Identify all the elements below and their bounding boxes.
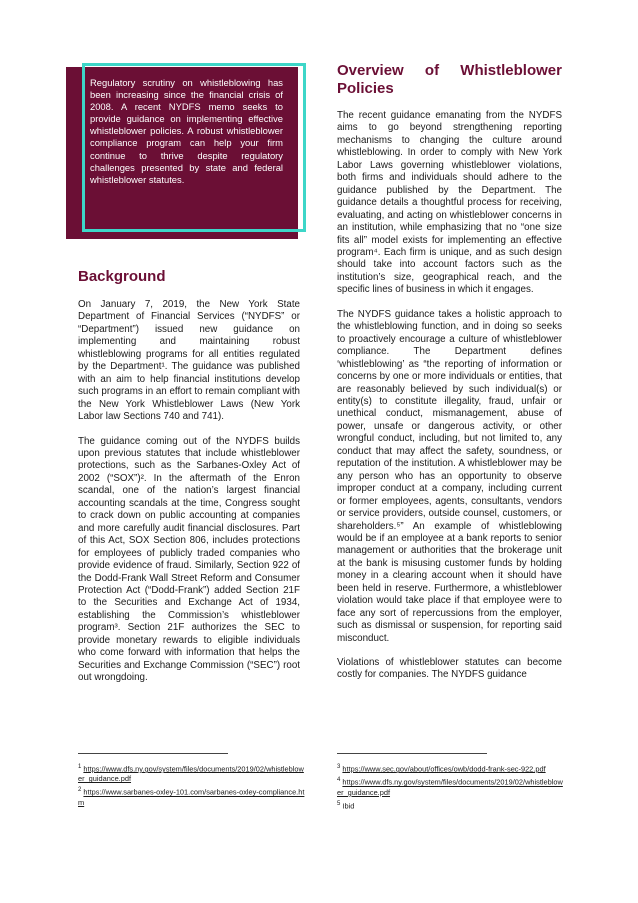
- footnote: [78, 762, 306, 784]
- overview-heading: Overview of Whistleblower Policies: [337, 62, 562, 97]
- footnotes-right: [337, 753, 565, 812]
- footnote-number: 4: [337, 777, 341, 784]
- left-column: [78, 62, 300, 697]
- footnote-link[interactable]: https://www.sarbanes-oxley-101.com/sarbanes-oxley-compliance.htm: [78, 787, 305, 807]
- footnotes-left: [78, 753, 306, 809]
- footnote: [78, 785, 306, 807]
- callout: [78, 62, 300, 238]
- footnote-number: 5: [337, 800, 341, 807]
- background-paragraph: On January 7, 2019, the New York State Department of Financial Services (“NYDFS” or “Department”) issued new guidance on implementing and maintaining robust whistleblowing programs for all entities regulated by the Department¹. The guidance was published with an aim to help financial institutions develop such programs in an effort to remain compliant with the New York Whistleblower Laws (New York Labor law Sections 740 and 741).: [78, 299, 300, 423]
- footnote-divider: [337, 753, 487, 754]
- footnote: [337, 799, 565, 811]
- footnote-divider: [78, 753, 228, 754]
- overview-paragraph: Violations of whistleblower statutes can become costly for companies. The NYDFS guidance: [337, 657, 562, 681]
- footnote: [337, 762, 565, 774]
- overview-paragraph: The recent guidance emanating from the NYDFS aims to go beyond strengthening reporting mechanisms to changing the culture around whistleblowing. In order to comply with New York Labor Laws governing whistleblower violations, both firms and individuals should adhere to the guidance published by the Department. The guidance details a thoughtful process for receiving, evaluating, and acting on whistleblower concerns in an institution, while emphasizing that no “one size fits all” model exists for implementing an effective program⁴. Each firm is unique, and as such design should take into account factors such as the institution’s size, geographical reach, and the specific lines of business in which it engages.: [337, 110, 562, 296]
- background-paragraph: The guidance coming out of the NYDFS builds upon previous statutes that include whistleblower protections, such as the Sarbanes-Oxley Act of 2002 (“SOX”)². In the aftermath of the Enron scandal, one of the nation’s largest financial accounting scandals at the time, Congress sought to crack down on public accounting at companies and more carefully audit financial disclosures. Part of this Act, SOX Section 806, includes protections for employees of publicly traded companies who provide evidence of fraud. Similarly, Section 922 of the Dodd-Frank Wall Street Reform and Consumer Protection Act (“Dodd-Frank”) added Section 21F to the Securities and Exchange Act of 1934, establishing the Commission’s whistleblower program³. Section 21F authorizes the SEC to provide monetary rewards to eligible individuals who come forward with information that helps the Securities and Exchange Commission (“SEC”) root out wrongdoing.: [78, 435, 300, 684]
- right-column: [337, 62, 562, 694]
- footnote-link[interactable]: https://www.dfs.ny.gov/system/files/documents/2019/02/whistleblower_guidance.pdf: [78, 764, 304, 784]
- footnote-number: 1: [78, 764, 82, 770]
- footnote-text: Ibid: [342, 801, 355, 811]
- footnote-link[interactable]: https://www.sec.gov/about/offices/owb/dodd-frank-sec-922.pdf: [342, 764, 546, 774]
- callout-text: Regulatory scrutiny on whistleblowing has been increasing since the financial crisis of 2008. A recent NYDFS memo seeks to provide guidance on implementing effective whistleblower policies. A robust whistleblower compliance program can help your firm continue to thrive despite regulatory challenges presented by state and federal whistleblower statutes.: [90, 77, 283, 185]
- overview-paragraph: The NYDFS guidance takes a holistic approach to the whistleblowing function, and in doing so seeks to proactively encourage a culture of whistleblower compliance. The Department defines ‘whistleblowing’ as “the reporting of information or concerns by one or more individuals or entities, that are reasonably believed by such individual(s) or entity(s) to constitute illegality, fraud, unfair or unethical conduct, mismanagement, abuse of power, unsafe or dangerous activity, or other wrongful conduct, including, but not limited to, any conduct that may affect the safety, soundness, or reputation of the institution. A whistleblower may be any person who has an opportunity to observe improper conduct at a company, including current or former employees, agents, consultants, vendors or service providers, outside counsel, customers, or shareholders.⁵” An example of whistleblowing would be if an employee at a bank reports to senior management or authorities that the brokerage unit at the bank is misusing customer funds by holding money in a clearing account when it should have been held in reserve. Furthermore, a whistleblower violation would take place if that employee were to face any sort of repercussions from the employer, such as dismissal or suspension, for reporting said misconduct.: [337, 308, 562, 644]
- footnote: [337, 775, 565, 797]
- footnote-number: 3: [337, 764, 341, 770]
- footnote-link[interactable]: https://www.dfs.ny.gov/system/files/documents/2019/02/whistleblower_guidance.pdf: [337, 777, 563, 797]
- footnote-number: 2: [78, 787, 82, 794]
- background-heading: Background: [78, 268, 166, 285]
